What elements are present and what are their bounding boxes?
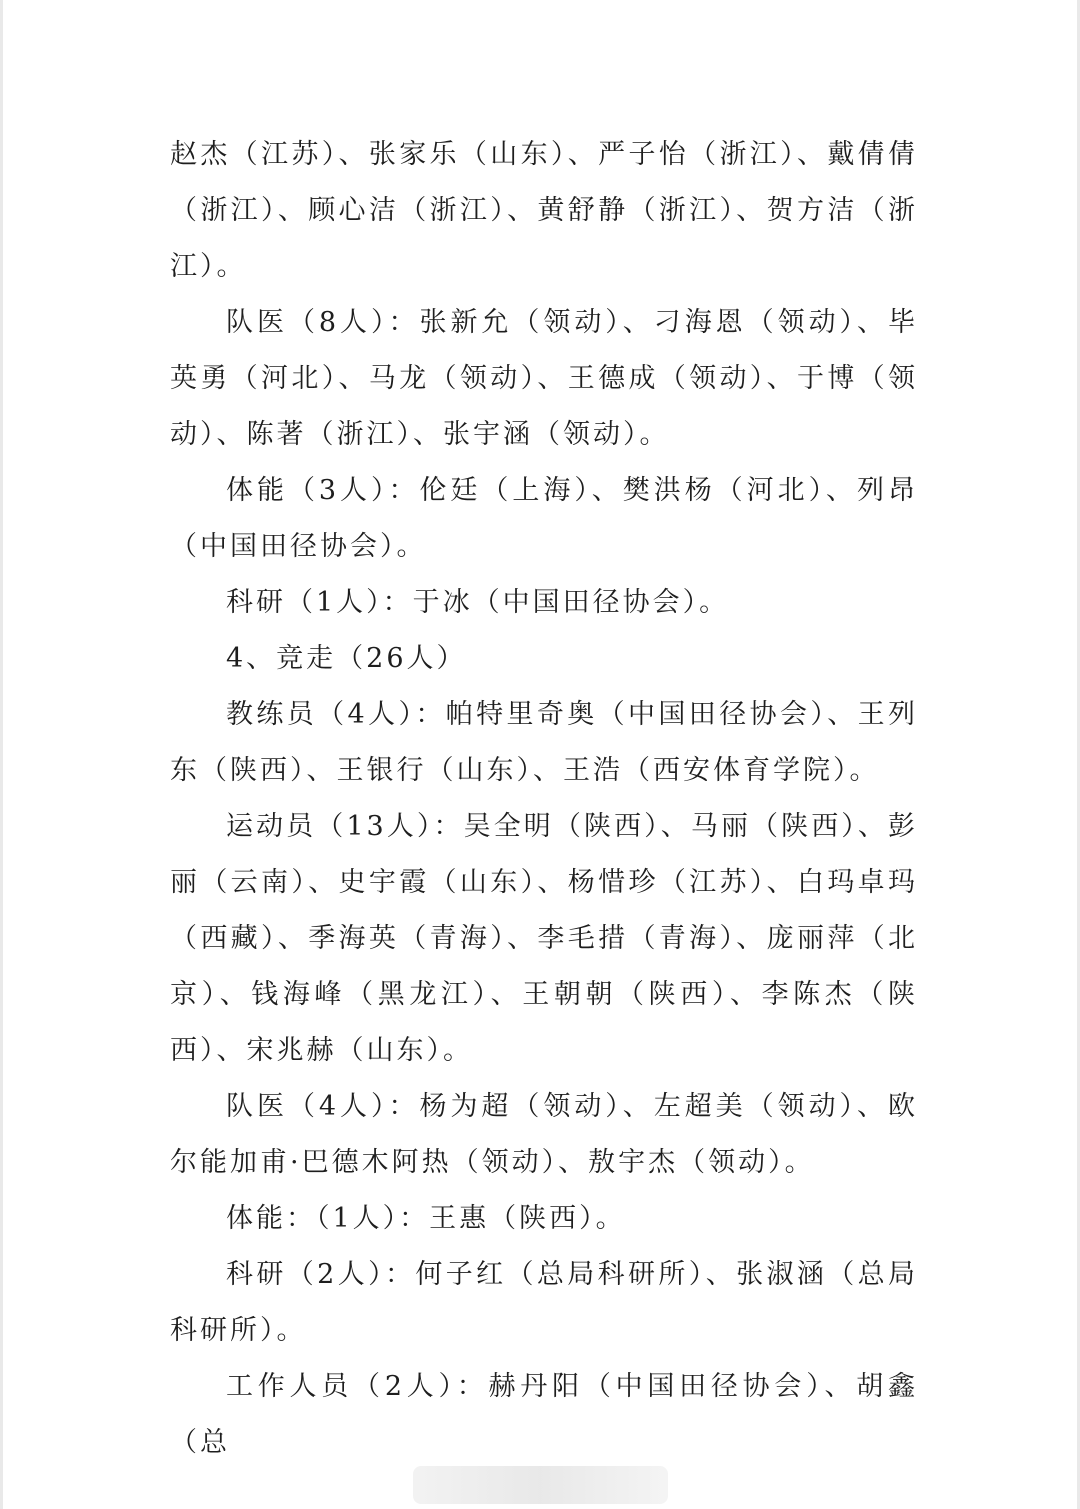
paragraph-research-2: 科研（2人）：何子红（总局科研所）、张淑涵（总局科研所）。 — [170, 1259, 918, 1346]
watermark-blur — [413, 1466, 668, 1504]
paragraph-fitness-3: 体能（3人）：伦廷（上海）、樊洪杨（河北）、列昂（中国田径协会）。 — [170, 475, 918, 562]
paragraph-fitness-1: 体能：（1人）：王惠（陕西）。 — [226, 1203, 626, 1234]
paragraph-coaches-4: 教练员（4人）：帕特里奇奥（中国田径协会）、王列东（陕西）、王银行（山东）、王浩（西安体育学院）。 — [170, 699, 918, 786]
paragraph-research-1: 科研（1人）：于冰（中国田径协会）。 — [226, 587, 730, 618]
section-heading-race-walking: 4、竞走（26人） — [226, 643, 467, 674]
paragraph-staff-2: 工作人员（2人）：赫丹阳（中国田径协会）、胡鑫（总 — [170, 1371, 918, 1458]
paragraph-athletes-13: 运动员（13人）：吴全明（陕西）、马丽（陕西）、彭丽（云南）、史宇霞（山东）、杨惜珍（江苏）、白玛卓玛（西藏）、季海英（青海）、李毛措（青海）、庞丽萍（北京）、钱海峰（黑龙江）、王朝朝（陕西）、李陈杰（陕西）、宋兆赫（山东）。 — [170, 811, 918, 1066]
paragraph-team-doctors-4: 队医（4人）：杨为超（领动）、左超美（领动）、欧尔能加甫·巴德木阿热（领动）、敖宇杰（领动）。 — [170, 1091, 918, 1178]
paragraph-continuation: 赵杰（江苏）、张家乐（山东）、严子怡（浙江）、戴倩倩（浙江）、顾心洁（浙江）、黄舒静（浙江）、贺方洁（浙江）。 — [170, 139, 918, 282]
document-body — [170, 127, 918, 1471]
paragraph-team-doctors-8: 队医（8人）：张新允（领动）、刁海恩（领动）、毕英勇（河北）、马龙（领动）、王德成（领动）、于博（领动）、陈著（浙江）、张宇涵（领动）。 — [170, 307, 918, 450]
